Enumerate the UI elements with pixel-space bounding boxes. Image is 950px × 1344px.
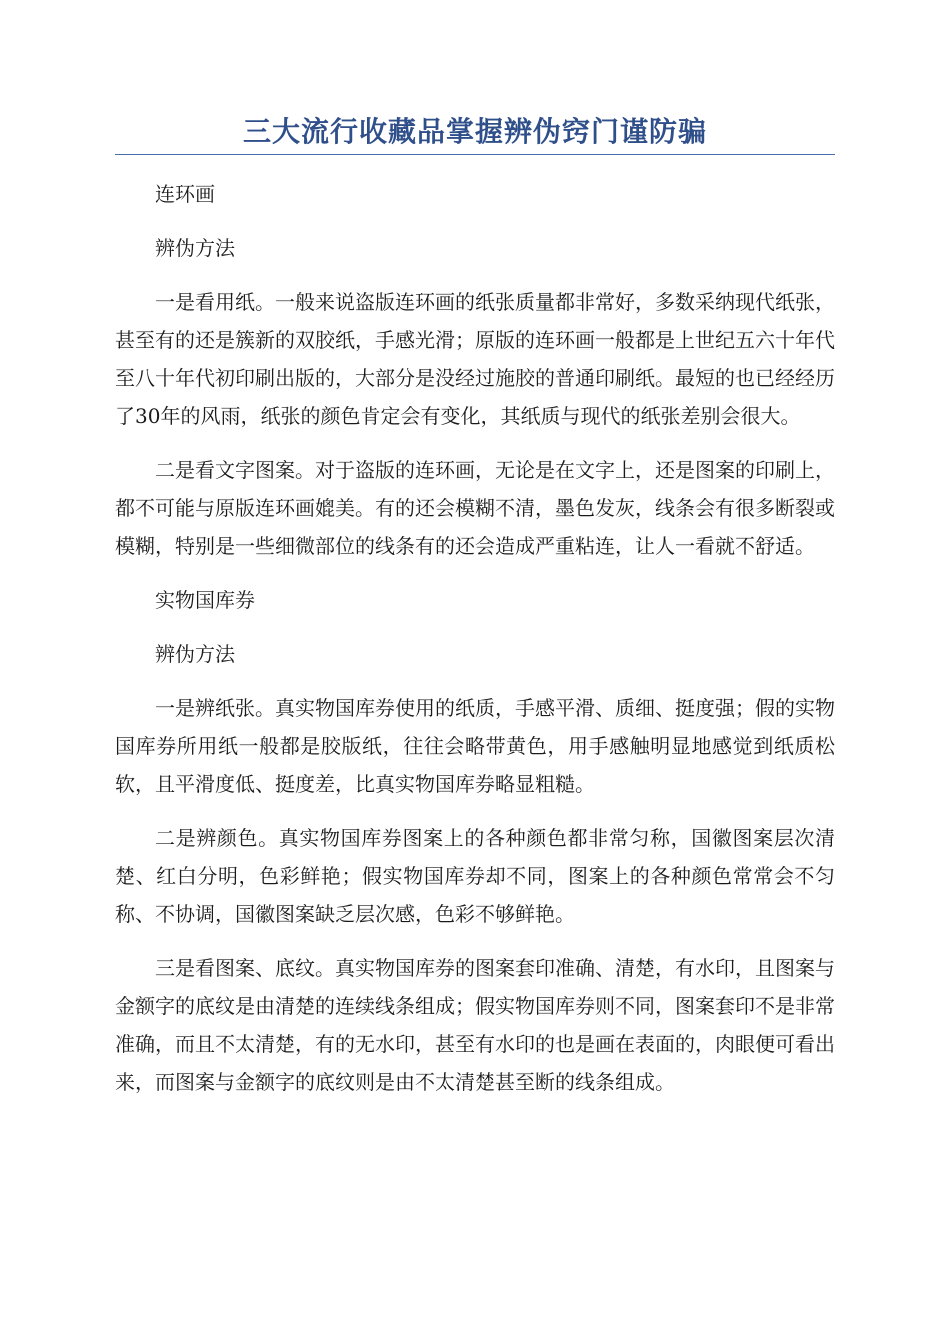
subheading-method: 辨伪方法 bbox=[155, 236, 235, 260]
document-title: 三大流行收藏品掌握辨伪窍门谨防骗 bbox=[115, 112, 835, 155]
paragraph: 二是辨颜色。真实物国库券图案上的各种颜色都非常匀称，国徽图案层次清楚、红白分明，色彩鲜艳；假实物国库券却不同，图案上的各种颜色常常会不匀称、不协调，国徽图案缺乏层次感，色彩不够鲜艳。 bbox=[115, 826, 835, 926]
subheading-method: 辨伪方法 bbox=[155, 642, 235, 666]
paragraph: 一是辨纸张。真实物国库券使用的纸质，手感平滑、质细、挺度强；假的实物国库券所用纸一般都是胶版纸，往往会略带黄色，用手感触明显地感觉到纸质松软，且平滑度低、挺度差，比真实物国库券略显粗糙。 bbox=[115, 696, 835, 796]
paragraph: 二是看文字图案。对于盗版的连环画，无论是在文字上，还是图案的印刷上，都不可能与原版连环画媲美。有的还会模糊不清，墨色发灰，线条会有很多断裂或模糊，特别是一些细微部位的线条有的还会造成严重粘连，让人一看就不舒适。 bbox=[115, 458, 835, 558]
section-heading-comics: 连环画 bbox=[155, 182, 215, 206]
paragraph: 一是看用纸。一般来说盗版连环画的纸张质量都非常好，多数采纳现代纸张，甚至有的还是簇新的双胶纸，手感光滑；原版的连环画一般都是上世纪五六十年代至八十年代初印刷出版的，大部分是没经过施胶的普通印刷纸。最短的也已经经历了30年的风雨，纸张的颜色肯定会有变化，其纸质与现代的纸张差别会很大。 bbox=[115, 290, 835, 428]
document-body bbox=[115, 175, 835, 1101]
document-page bbox=[115, 112, 835, 1117]
section-heading-treasury-bonds: 实物国库券 bbox=[155, 588, 255, 612]
paragraph: 三是看图案、底纹。真实物国库券的图案套印准确、清楚，有水印，且图案与金额字的底纹是由清楚的连续线条组成；假实物国库券则不同，图案套印不是非常准确，而且不太清楚，有的无水印，甚至有水印的也是画在表面的，肉眼便可看出来，而图案与金额字的底纹则是由不太清楚甚至断的线条组成。 bbox=[115, 956, 835, 1094]
